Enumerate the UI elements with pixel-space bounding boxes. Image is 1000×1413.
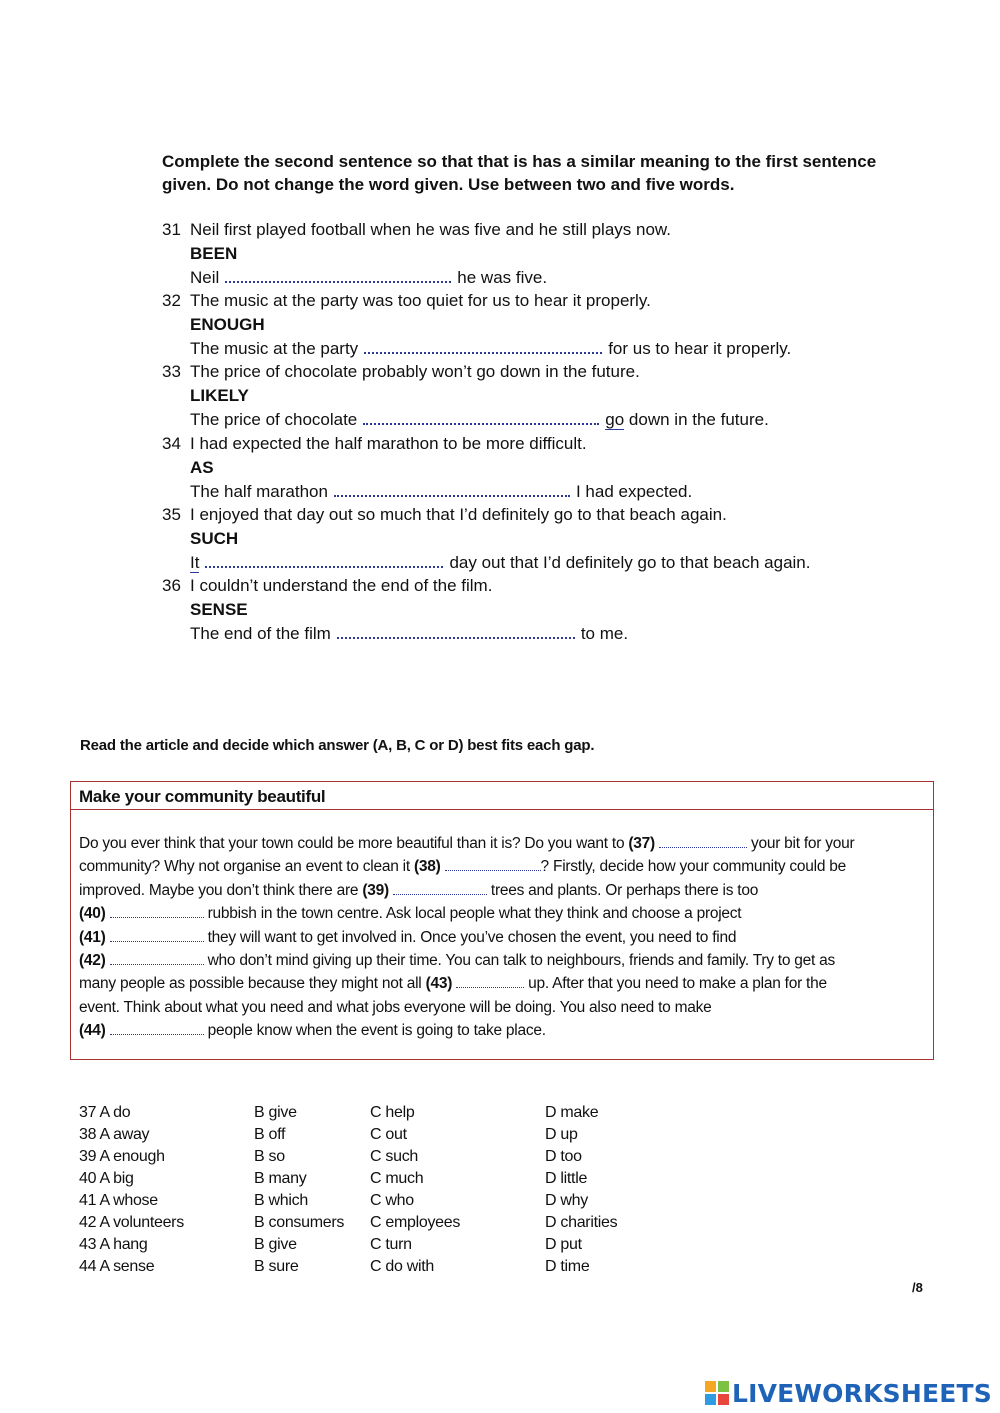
instructions-multiple-choice: Read the article and decide which answer (A, B, C or D) best fits each gap.	[80, 737, 595, 754]
option-d[interactable]: D why	[545, 1192, 588, 1209]
option-b[interactable]: B many	[254, 1170, 307, 1187]
article-text-segment: rubbish in the town centre. Ask local people what they think and choose a project	[207, 905, 742, 923]
option-a[interactable]: 37 A do	[79, 1104, 131, 1121]
article-title: Make your community beautiful	[71, 782, 933, 810]
option-d[interactable]: D charities	[545, 1214, 618, 1231]
answer-blank-36[interactable]	[337, 635, 575, 639]
question-sentence: I couldn’t understand the end of the film.	[190, 576, 493, 595]
option-d[interactable]: D put	[545, 1236, 582, 1253]
instructions-line-2: given. Do not change the word given. Use between two and five words.	[162, 175, 735, 194]
question-31	[162, 218, 982, 290]
option-a[interactable]: 41 A whose	[79, 1192, 158, 1209]
option-b[interactable]: B give	[254, 1104, 297, 1121]
question-number: 36	[162, 576, 181, 595]
question-sentence: The music at the party was too quiet for us to hear it properly.	[190, 291, 651, 310]
answer-suffix: to me.	[580, 624, 629, 643]
question-sentence: The price of chocolate probably won’t go down in the future.	[190, 362, 640, 381]
answer-suffix: down in the future.	[628, 410, 769, 429]
option-b[interactable]: B off	[254, 1126, 286, 1143]
article-text-segment: trees and plants. Or perhaps there is too	[490, 881, 759, 899]
article-text-segment: ? Firstly, decide how your community could be	[540, 858, 847, 876]
article-box	[70, 781, 934, 1060]
article-text-segment: people know when the event is going to take place.	[207, 1022, 546, 1040]
answer-prefix: The price of chocolate	[190, 410, 358, 429]
option-a[interactable]: 39 A enough	[79, 1148, 165, 1165]
gap-number-44: (44)	[79, 1022, 106, 1040]
gap-blank-40[interactable]	[110, 915, 204, 918]
article-text-segment: many people as possible because they might not all	[79, 975, 422, 993]
option-a[interactable]: 42 A volunteers	[79, 1214, 184, 1231]
gap-number-42: (42)	[79, 951, 106, 969]
answer-blank-32[interactable]	[364, 350, 602, 354]
gap-number-38: (38)	[413, 858, 441, 876]
option-b[interactable]: B so	[254, 1148, 285, 1165]
gap-number-43: (43)	[425, 975, 453, 993]
option-d[interactable]: D up	[545, 1126, 578, 1143]
option-c[interactable]: C employees	[370, 1214, 461, 1231]
answer-prefix: Neil	[190, 268, 220, 287]
article-text-segment: your bit for your	[750, 835, 855, 852]
question-number: 32	[162, 291, 181, 310]
question-36	[162, 574, 982, 646]
option-d[interactable]: D too	[545, 1148, 582, 1165]
gap-number-37: (37)	[628, 835, 655, 852]
question-33	[162, 360, 982, 432]
answer-prefix-underlined: It	[190, 553, 200, 572]
question-34	[162, 432, 982, 504]
option-b[interactable]: B give	[254, 1236, 297, 1253]
answer-blank-34[interactable]	[334, 493, 570, 497]
gap-blank-41[interactable]	[110, 939, 204, 942]
answer-prefix: The half marathon	[190, 482, 328, 501]
article-text-segment: event. Think about what you need and what jobs everyone will be doing. You also need to make	[79, 998, 712, 1016]
question-number: 31	[162, 220, 181, 239]
article-text-segment: who don’t mind giving up their time. You can talk to neighbours, friends and family. Try to get as	[207, 951, 836, 969]
option-d[interactable]: D make	[545, 1104, 599, 1121]
question-number: 33	[162, 362, 181, 381]
option-b[interactable]: B consumers	[254, 1214, 345, 1231]
question-sentence: I enjoyed that day out so much that I’d definitely go to that beach again.	[190, 505, 727, 524]
question-sentence: I had expected the half marathon to be more difficult.	[190, 434, 587, 453]
answer-prefix: The end of the film	[190, 624, 331, 643]
option-c[interactable]: C who	[370, 1192, 414, 1209]
option-c[interactable]: C help	[370, 1104, 415, 1121]
keyword: BEEN	[190, 244, 238, 263]
option-c[interactable]: C turn	[370, 1236, 412, 1253]
gap-blank-37[interactable]	[659, 845, 747, 848]
question-number: 35	[162, 505, 181, 524]
option-a[interactable]: 38 A away	[79, 1126, 150, 1143]
answer-suffix: for us to hear it properly.	[608, 339, 792, 358]
gap-number-39: (39)	[362, 881, 389, 899]
article-text-segment: they will want to get involved in. Once you’ve chosen the event, you need to find	[207, 928, 737, 946]
option-c[interactable]: C much	[370, 1170, 424, 1187]
option-c[interactable]: C out	[370, 1126, 407, 1143]
instructions-line-1: Complete the second sentence so that that is has a similar meaning to the first sentence	[162, 152, 877, 171]
keyword: AS	[190, 458, 214, 477]
question-35	[162, 503, 982, 575]
answer-blank-35[interactable]	[205, 564, 443, 568]
liveworksheets-logo[interactable]	[705, 1378, 992, 1408]
keyword: ENOUGH	[190, 315, 265, 334]
keyword: LIKELY	[190, 386, 249, 405]
liveworksheets-logo-icon	[705, 1381, 729, 1405]
option-c[interactable]: C do with	[370, 1258, 434, 1275]
instructions-transformation	[162, 150, 1000, 196]
gap-blank-38[interactable]	[445, 868, 541, 871]
gap-number-40: (40)	[79, 905, 106, 923]
option-c[interactable]: C such	[370, 1148, 418, 1165]
article-text	[79, 832, 924, 1043]
option-d[interactable]: D little	[545, 1170, 588, 1187]
option-b[interactable]: B sure	[254, 1258, 299, 1275]
score-label: /8	[912, 1280, 923, 1295]
gap-blank-42[interactable]	[110, 962, 204, 965]
article-text-segment: improved. Maybe you don’t think there are	[79, 881, 359, 899]
article-text-segment: Do you ever think that your town could be more beautiful than it is? Do you want to	[79, 835, 625, 852]
gap-blank-44[interactable]	[110, 1032, 204, 1035]
article-text-segment: up. After that you need to make a plan for the	[528, 975, 827, 993]
question-number: 34	[162, 434, 181, 453]
gap-blank-39[interactable]	[393, 892, 487, 895]
answer-suffix: day out that I’d definitely go to that beach again.	[449, 553, 811, 572]
answer-prefix: The music at the party	[190, 339, 359, 358]
keyword: SUCH	[190, 529, 239, 548]
question-sentence: Neil first played football when he was five and he still plays now.	[190, 220, 671, 239]
keyword: SENSE	[190, 600, 248, 619]
gap-blank-43[interactable]	[456, 985, 524, 988]
answer-suffix-underlined: go	[605, 410, 625, 429]
liveworksheets-logo-text: LIVEWORKSHEETS	[731, 1378, 992, 1408]
option-b[interactable]: B which	[254, 1192, 308, 1209]
answer-suffix: he was five.	[457, 268, 548, 287]
question-32	[162, 289, 982, 361]
option-a[interactable]: 44 A sense	[79, 1258, 155, 1275]
option-d[interactable]: D time	[545, 1258, 590, 1275]
answer-suffix: I had expected.	[575, 482, 693, 501]
gap-number-41: (41)	[79, 928, 106, 946]
answer-blank-31[interactable]	[225, 279, 451, 283]
option-a[interactable]: 40 A big	[79, 1170, 134, 1187]
answer-blank-33[interactable]	[363, 421, 599, 425]
option-a[interactable]: 43 A hang	[79, 1236, 148, 1253]
article-text-segment: community? Why not organise an event to clean it	[79, 858, 410, 876]
